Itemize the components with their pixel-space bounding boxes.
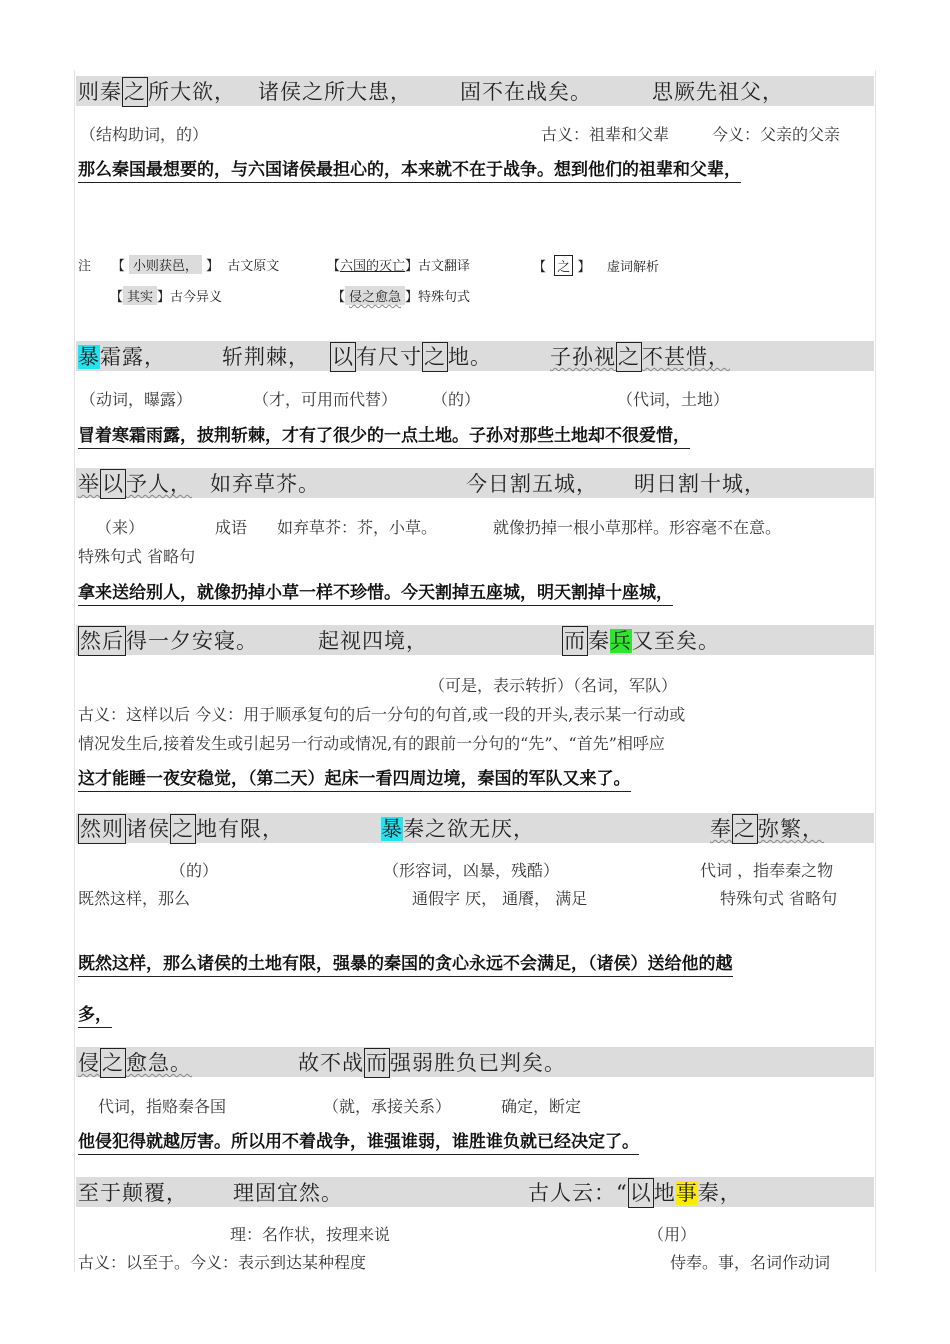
annotation: 就像扔掉一根小草那样。形容毫不在意。	[493, 518, 782, 537]
classical-phrase: 固不在战矣。	[460, 80, 592, 104]
classical-line-7: 至于颠覆，	[78, 1181, 188, 1205]
annotation: 特殊句式 省略句	[720, 889, 838, 908]
annotation: （才，可用而代替）	[253, 390, 398, 409]
classical-phrase: 故不战而强弱胜负已判矣。	[298, 1047, 566, 1078]
classical-line-3: 举以予人，	[78, 468, 192, 499]
classical-line-5: 然则诸侯之地有限，	[78, 813, 284, 844]
translation-line: 他侵犯得就越厉害。所以用不着战争，谁强谁弱，谁胜谁负就已经决定了。	[78, 1127, 639, 1155]
annotation: （的）	[170, 861, 219, 880]
classical-phrase: 古人云：“以地事秦，	[528, 1177, 742, 1208]
annotation: 理：名作状，按理来说	[230, 1225, 391, 1244]
annotation: （就，承接关系）	[323, 1097, 452, 1116]
classical-phrase: 子孙视之不甚惜，	[550, 341, 730, 372]
annotation: （可是，表示转折）（名词，军队）	[429, 676, 678, 695]
annotation: 代词，指赂秦各国	[98, 1097, 227, 1116]
classical-line-4: 然后得一夕安寝。	[78, 625, 258, 656]
classical-line-6: 侵之愈急。	[78, 1047, 192, 1078]
classical-phrase: 暴秦之欲无厌，	[381, 817, 535, 841]
classical-line-2: 暴霜露，	[78, 345, 166, 369]
classical-phrase: 而秦兵又至矣。	[562, 625, 720, 656]
translation-line: 既然这样，那么诸侯的土地有限，强暴的秦国的贪心永远不会满足，（诸侯）送给他的越	[78, 949, 733, 977]
classical-phrase: 斩荆棘，	[222, 345, 310, 369]
translation-line: 拿来送给别人，就像扔掉小草一样不珍惜。今天割掉五座城，明天割掉十座城，	[78, 578, 673, 606]
classical-phrase: 诸侯之所大患，	[258, 80, 412, 104]
annotation: 既然这样，那么	[78, 889, 191, 908]
translation-line: 冒着寒霜雨露，披荆斩棘，才有了很少的一点土地。子孙对那些土地却不很爱惜，	[78, 421, 690, 449]
classical-phrase: 奉之弥繁，	[710, 813, 824, 844]
translation-line: 那么秦国最想要的，与六国诸侯最担心的，本来就不在于战争。想到他们的祖辈和父辈，	[78, 155, 741, 183]
document-page	[74, 70, 876, 1272]
annotation: （来）	[96, 518, 145, 537]
annotation: 代词 ，指奉秦之物	[700, 861, 834, 880]
annotation: 情况发生后,接着发生或引起另一行动或情况,有的跟前一分句的“先”、“首先”相呼应	[78, 734, 665, 753]
classical-phrase: 思厥先祖父，	[652, 80, 784, 104]
annotation: 如弃草芥：芥，小草。	[277, 518, 438, 537]
legend-item: 【六国的灭亡】古文翻译	[327, 259, 471, 274]
classical-line-1: 则秦之所大欲，	[78, 76, 236, 107]
classical-phrase: 明日割十城，	[634, 472, 766, 496]
legend-item: 【 其实 】古今异义	[110, 286, 222, 305]
translation-line: 这才能睡一夜安稳觉，（第二天）起床一看四周边境，秦国的军队又来了。	[78, 764, 631, 792]
annotation: （结构助词，的）	[80, 125, 209, 144]
annotation: 古义：祖辈和父辈	[541, 125, 670, 144]
classical-phrase: 今日割五城，	[466, 472, 598, 496]
annotation: 今义：父亲的父亲	[712, 125, 841, 144]
annotation: 确定，断定	[501, 1097, 582, 1116]
translation-line: 多，	[78, 1000, 112, 1028]
annotation: 通假字 厌， 通餍， 满足	[412, 889, 588, 908]
annotation: 古义：这样以后 今义：用于顺承复句的后一分句的句首,或一段的开头,表示某一行动或	[78, 705, 686, 724]
annotation: （动词，曝露）	[80, 390, 193, 409]
classical-phrase: 以有尺寸之地。	[330, 341, 492, 372]
annotation: 成语	[215, 518, 248, 537]
classical-phrase: 起视四境，	[318, 629, 428, 653]
annotation: 特殊句式 省略句	[78, 547, 196, 566]
annotation: 侍奉。事，名词作动词	[670, 1253, 831, 1272]
legend-row-1: 注 【 小则获邑， 】 古文原文	[78, 255, 279, 274]
annotation: （形容词，凶暴，残酷）	[383, 861, 560, 880]
classical-phrase: 如弃草芥。	[210, 472, 320, 496]
classical-phrase: 理固宜然。	[233, 1181, 343, 1205]
annotation: （的）	[432, 390, 481, 409]
annotation: （代词，土地）	[617, 390, 730, 409]
line-band	[76, 1177, 874, 1207]
annotation: 古义：以至于。今义：表示到达某种程度	[78, 1253, 367, 1272]
annotation: （用）	[648, 1225, 697, 1244]
legend-item: 【 侵之愈急 】特殊句式	[332, 286, 470, 305]
legend-item: 【 之 】 虚词解析	[533, 255, 659, 276]
